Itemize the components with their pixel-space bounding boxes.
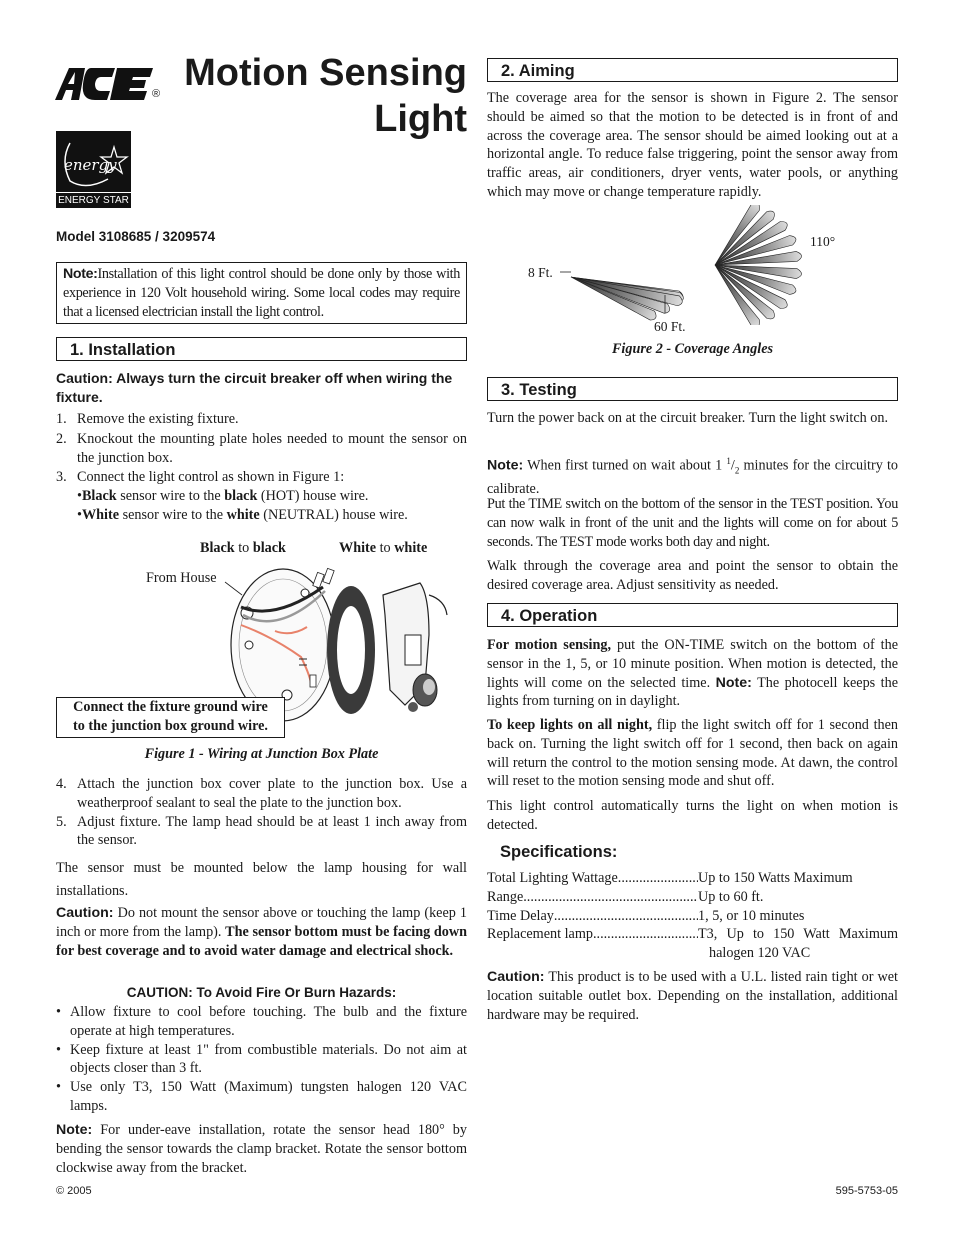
figure-2-caption: Figure 2 - Coverage Angles	[611, 341, 774, 357]
energy-star-icon	[56, 131, 131, 191]
figure-1-ground-callout: Connect the fixture ground wire to the junction box ground wire.	[56, 697, 285, 738]
document-number: 595-5753-05	[835, 1185, 898, 1197]
installation-heading: 1. Installation	[56, 337, 467, 361]
operation-text-1: For motion sensing, put the ON-TIME switch on the bottom of the sensor in the 1, 5, or 10 minute position. When motion is detected, the lights will come on the selected time. Note: The photocell keeps the lights from turning on in daylight.	[487, 637, 898, 710]
bullet-black-wire: •Black sensor wire to the black (HOT) house wire.	[77, 488, 369, 505]
installation-steps	[56, 410, 467, 525]
specifications-table	[487, 869, 898, 963]
hazards-heading: CAUTION: To Avoid Fire Or Burn Hazards:	[126, 985, 397, 1000]
operation-text-2: To keep lights on all night, flip the light switch off for 1 second then back on. Turning the light switch off for 1 second, then back on again will return the control to the motion sensing mode. At dawn, the control will reset to the motion sensing mode and shut off.	[487, 717, 898, 790]
figure-2-distance-label: 60 Ft.	[654, 319, 686, 334]
spec-row-continued: halogen 120 VAC	[709, 945, 811, 962]
figure-1-label-black: Black to black	[200, 540, 286, 556]
ace-logo-icon	[55, 66, 165, 102]
spec-row: Total Lighting Wattage ..... Up to 150 Watts Maximum	[487, 869, 898, 888]
list-item: 3. Connect the light control as shown in Figure 1:	[56, 469, 345, 486]
specifications-caution: Caution: This product is to be used with a U.L. listed rain tight or wet location suitable outlet box. Depending on the installation, additional hardware may be required.	[487, 969, 898, 1023]
list-item: 1. Remove the existing fixture.	[56, 411, 239, 427]
operation-text-3: This light control automatically turns the light on when motion is detected.	[487, 798, 898, 833]
registered-mark: ®	[152, 88, 161, 100]
energy-star-logo	[56, 131, 131, 208]
figure-2-angle-label: 110°	[810, 234, 836, 249]
model-number: Model 3108685 / 3209574	[56, 229, 216, 244]
aiming-text: The coverage area for the sensor is shown in Figure 2. The sensor should be aimed so that the motion to be detected is in front of and across the coverage area. The sensor should be aimed looking out at a horizontal angle. To reduce false triggering, point the sensor away from traffic areas, air conditioners, dryer vents, water pools, or anything which may move or change temperature rapidly.	[487, 90, 898, 200]
testing-text-1: Turn the power back on at the circuit breaker. Turn the light switch on.	[487, 410, 888, 426]
page-title	[184, 50, 467, 142]
copyright: © 2005	[56, 1185, 92, 1197]
installation-caution: Caution: Always turn the circuit breaker off when wiring the fixture.	[56, 370, 453, 405]
installation-steps-continued	[56, 775, 467, 850]
list-item: • Keep fixture at least 1" from combustible materials. Do not aim at objects closer than 3 ft.	[56, 1041, 467, 1077]
figure-2-height-label: 8 Ft.	[528, 265, 553, 280]
figure-1-label-white: White to white	[339, 540, 428, 556]
installation-caution-2: Caution: Do not mount the sensor above or touching the lamp (keep 1 inch or more from the lamp). The sensor bottom must be facing down for best coverage and to avoid water damage and electrical shock.	[56, 905, 467, 959]
note-box-text: Note:Installation of this light control should be done only by those with experience in 120 Volt household wiring. Some local codes may require that a licensed electrician install the light control.	[63, 266, 460, 320]
figure-1-caption: Figure 1 - Wiring at Junction Box Plate	[144, 746, 379, 762]
energy-script: energy	[64, 156, 117, 174]
energy-star-label: ENERGY STAR	[56, 192, 131, 208]
testing-text-3: Walk through the coverage area and point the sensor to obtain the desired coverage area. Adjust sensitivity as needed.	[487, 558, 898, 593]
testing-note: Note: When first turned on wait about 1 $^1/_2$ minutes for the circuitry to calibrate.	[487, 456, 898, 498]
mounting-text: The sensor must be mounted below the lamp housing for wall installations.	[56, 860, 467, 899]
spec-row: Range ..... Up to 60 ft.	[487, 888, 898, 907]
title-line-1: Motion Sensing	[184, 52, 467, 94]
bullet-white-wire: •White sensor wire to the white (NEUTRAL) house wire.	[77, 506, 408, 523]
hazards-list	[56, 1003, 467, 1116]
aiming-heading: 2. Aiming	[487, 58, 898, 82]
operation-heading: 4. Operation	[487, 603, 898, 627]
list-item: • Use only T3, 150 Watt (Maximum) tungsten halogen 120 VAC lamps.	[56, 1079, 467, 1114]
figure-2-coverage-diagram	[555, 205, 815, 325]
specifications-heading: Specifications:	[500, 843, 618, 861]
note-box	[56, 262, 467, 324]
list-item: 5. Adjust fixture. The lamp head should be at least 1 inch away from the sensor.	[56, 813, 467, 849]
title-line-2: Light	[374, 98, 467, 140]
spec-row: Replacement lamp ..... T3, Up to 150 Watt Maximum	[487, 925, 898, 944]
list-item: • Allow fixture to cool before touching. The bulb and the fixture operate at high temperatures.	[56, 1004, 467, 1039]
figure-1-from-house: From House	[146, 570, 217, 586]
ace-logo	[55, 66, 165, 102]
testing-text-2: Put the TIME switch on the bottom of the sensor in the TEST position. You can now walk in front of the unit and the lights will come on for about 5 seconds. The TEST mode works both day and night.	[487, 496, 898, 550]
list-item: 4. Attach the junction box cover plate to the junction box. Use a weatherproof sealant to seal the plate to the junction box.	[56, 776, 467, 811]
list-item: 2. Knockout the mounting plate holes needed to mount the sensor on the junction box.	[56, 430, 467, 466]
testing-heading: 3. Testing	[487, 377, 898, 401]
under-eave-note: Note: For under-eave installation, rotate the sensor head 180° by bending the sensor towards the clamp bracket. Rotate the sensor bottom clockwise away from the bracket.	[56, 1122, 467, 1176]
spec-row: Time Delay ..... 1, 5, or 10 minutes	[487, 907, 898, 926]
